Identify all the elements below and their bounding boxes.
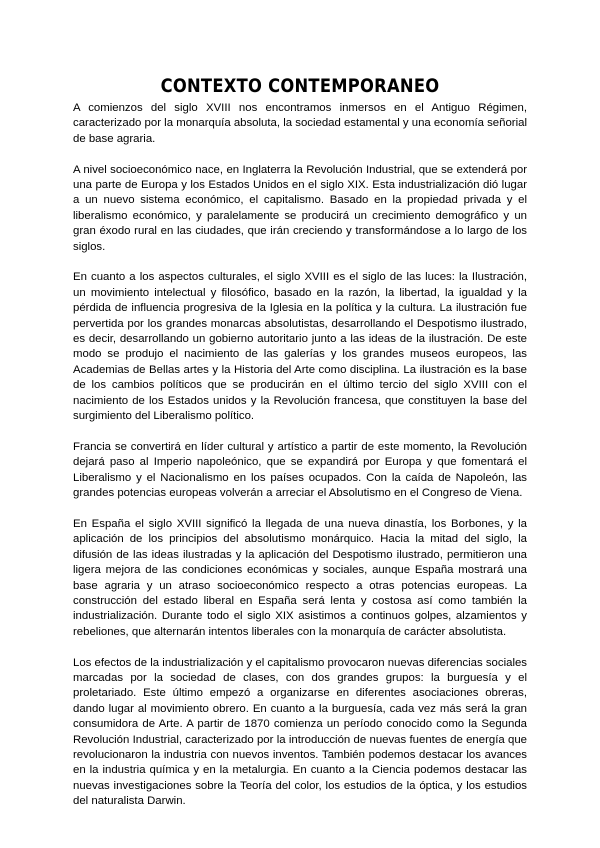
page-title: CONTEXTO CONTEMPORANEO [160,75,440,97]
paragraph-antiguo-regimen: A comienzos del siglo XVIII nos encontramos inmersos en el Antiguo Régimen, caracterizado por la monarquía absoluta, la sociedad estamental y una economía señorial de base agraria. [73,102,527,145]
paragraph-ilustracion: En cuanto a los aspectos culturales, el siglo XVIII es el siglo de las luces: la Ilustración, un movimiento intelectual y filosófico, basado en la razón, la libertad, la igualdad y la pérdida de influencia progresiva de la Iglesia en la política y la cultura. La ilustración fue pervertida por los grandes monarcas absolutistas, desarrollando el Despotismo ilustrado, es decir, desarrollando un gobierno autoritario junto a las ideas de la ilustración. De este modo se produjo el nacimiento de las galerías y los grandes museos europeos, las Academias de Bellas artes y la Historia del Arte como disciplina. La ilustración es la base de los cambios políticos que se producirán en el último tercio del siglo XVIII con el nacimiento de los Estados unidos y la Revolución francesa, que constituyen la base del surgimiento del Liberalismo político. [73,271,527,423]
paragraph-francia: Francia se convertirá en líder cultural y artístico a partir de este momento, la Revolución dejará paso al Imperio napoleónico, que se expandirá por Europa y que fomentará el Liberalismo y el Nacionalismo en los países ocupados. Con la caída de Napoleón, las grandes potencias europeas volverán a arreciar el Absolutismo en el Congreso de Viena. [73,440,527,500]
paragraph-espana: En España el siglo XVIII significó la llegada de una nueva dinastía, los Borbones, y la aplicación de los principios del absolutismo monárquico. Hacia la mitad del siglo, la difusión de las ideas ilustradas y la aplicación del Despotismo ilustrado, permitieron una ligera mejora de las condiciones económicas y sociales, aunque España mostrará una base agraria y un atraso socioeconómico respecto a otras potencias europeas. La construcción del estado liberal en España será lenta y costosa así como también la industrialización. Durante todo el siglo XIX asistimos a continuos golpes, alzamientos y rebeliones, que alternarán intentos liberales con la monarquía de carácter absolutista. [73,517,527,638]
paragraph-efectos-industrializacion: Los efectos de la industrialización y el capitalismo provocaron nuevas diferencias sociales marcadas por la sociedad de clases, con dos grandes grupos: la burguesía y el proletariado. Este último empezó a organizarse en diferentes asociaciones obreras, dando lugar al movimiento obrero. En cuanto a la burguesía, cada vez más será la gran consumidora de Arte. A partir de 1870 comienza un período conocido como la Segunda Revolución Industrial, caracterizado por la introducción de nuevas fuentes de energía que revolucionaron la industria con nuevos inventos. También podemos destacar los avances en la industria química y en la metalurgia. En cuanto a la Ciencia podemos destacar las nuevas investigaciones sobre la Teoría del color, los estudios de la óptica, y los estudios del naturalista Darwin. [73,656,527,808]
paragraph-revolucion-industrial: A nivel socioeconómico nace, en Inglaterra la Revolución Industrial, que se extenderá por una parte de Europa y los Estados Unidos en el siglo XIX. Esta industrialización dió lugar a un nuevo sistema económico, el capitalismo. Basado en la propiedad privada y el liberalismo económico, y paralelamente se producirá un crecimiento demográfico y un gran éxodo rural en las ciudades, que irán creciendo y transformándose a lo largo de los siglos. [73,163,527,253]
document-body [73,101,527,825]
